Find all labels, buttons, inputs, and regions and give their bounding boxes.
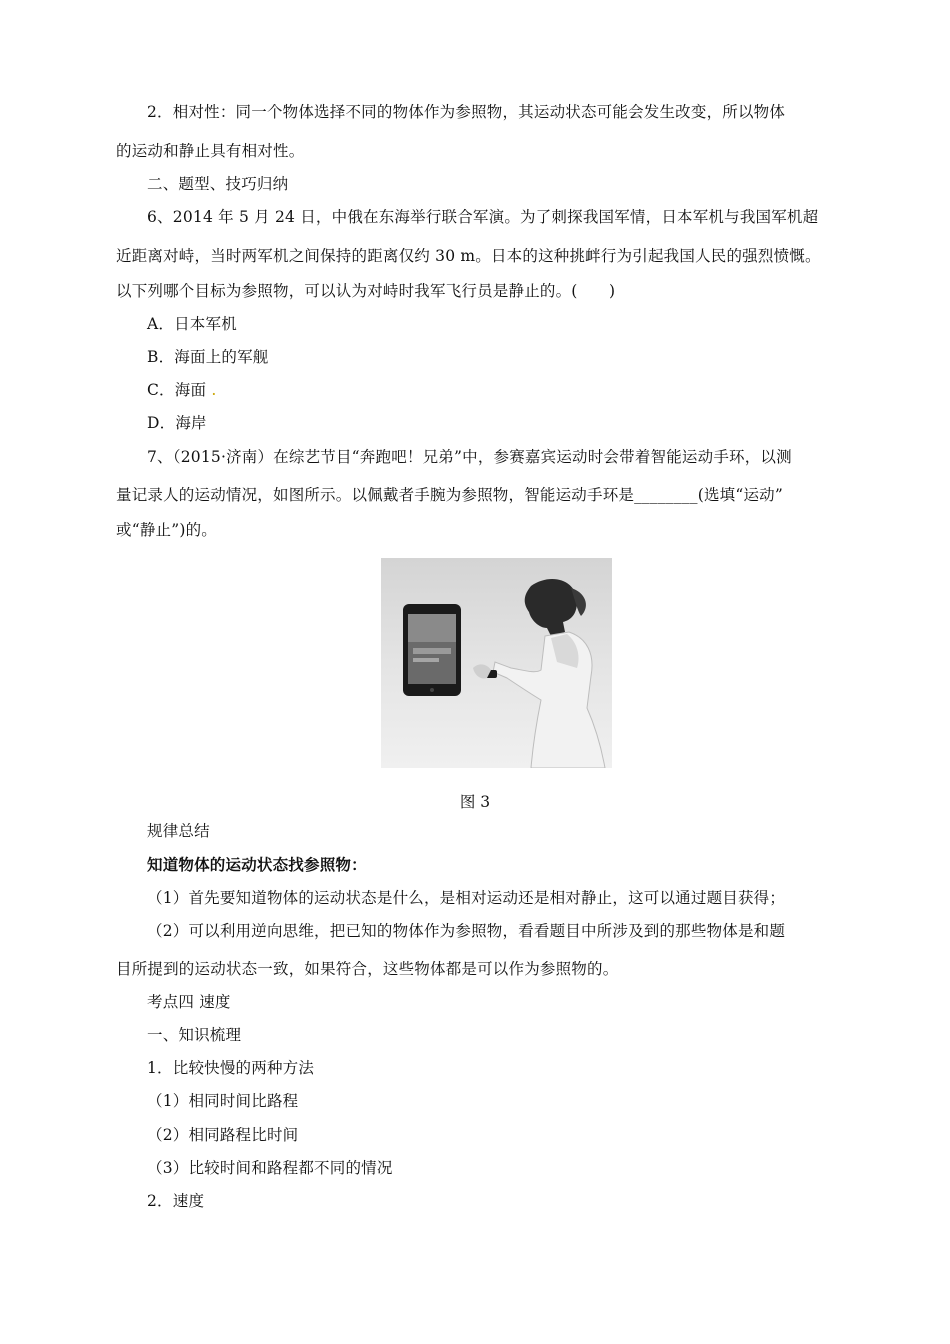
summary-point-1: （1）首先要知道物体的运动状态是什么，是相对运动还是相对静止，这可以通过题目获得； xyxy=(147,889,786,907)
text-line: 1．比较快慢的两种方法 xyxy=(147,1059,315,1077)
text-line: 2．速度 xyxy=(147,1192,205,1210)
section-heading: 一、知识梳理 xyxy=(147,1026,242,1044)
text-line: （1）相同时间比路程 xyxy=(147,1092,299,1110)
text-line: 的运动和静止具有相对性。 xyxy=(116,142,305,160)
option-b: B．海面上的军舰 xyxy=(147,348,269,366)
option-c: C．海面 . xyxy=(147,381,217,399)
summary-point-2: （2）可以利用逆向思维，把已知的物体作为参照物，看看题目中所涉及到的那些物体是和题 xyxy=(147,922,786,940)
summary-heading: 规律总结 xyxy=(147,822,210,840)
summary-point-2-cont: 目所提到的运动状态一致，如果符合，这些物体都是可以作为参照物的。 xyxy=(116,960,619,978)
question-7-text: 量记录人的运动情况，如图所示。以佩戴者手腕为参照物，智能运动手环是________(选填“运动” xyxy=(116,486,783,504)
figure-caption: 图 3 xyxy=(459,793,491,811)
section-heading: 二、题型、技巧归纳 xyxy=(147,175,289,193)
question-6-text: 6、2014 年 5 月 24 日，中俄在东海举行联合军演。为了刺探我国军情，日本军机与我国军机超 xyxy=(147,208,819,226)
question-7-text: 或“静止”)的。 xyxy=(116,521,217,539)
option-d: D．海岸 xyxy=(147,414,207,432)
question-7-text: 7、（2015·济南）在综艺节目“奔跑吧！兄弟”中，参赛嘉宾运动时会带着智能运动手环，以测 xyxy=(147,448,792,466)
text-line: （2）相同路程比时间 xyxy=(147,1126,299,1144)
question-6-text: 近距离对峙，当时两军机之间保持的距离仅约 30 m。日本的这种挑衅行为引起我国人民的强烈愤慨。 xyxy=(116,247,821,265)
text-line: （3）比较时间和路程都不同的情况 xyxy=(147,1159,393,1177)
summary-subheading: 知道物体的运动状态找参照物： xyxy=(147,855,367,874)
question-6-text: 以下列哪个目标为参照物，可以认为对峙时我军飞行员是静止的。( ) xyxy=(116,282,616,300)
runner-smartband-photo xyxy=(381,558,612,768)
text-line: 2．相对性：同一个物体选择不同的物体作为参照物，其运动状态可能会发生改变，所以物体 xyxy=(147,103,786,121)
option-a: A．日本军机 xyxy=(147,315,237,333)
topic-heading: 考点四 速度 xyxy=(147,993,231,1011)
